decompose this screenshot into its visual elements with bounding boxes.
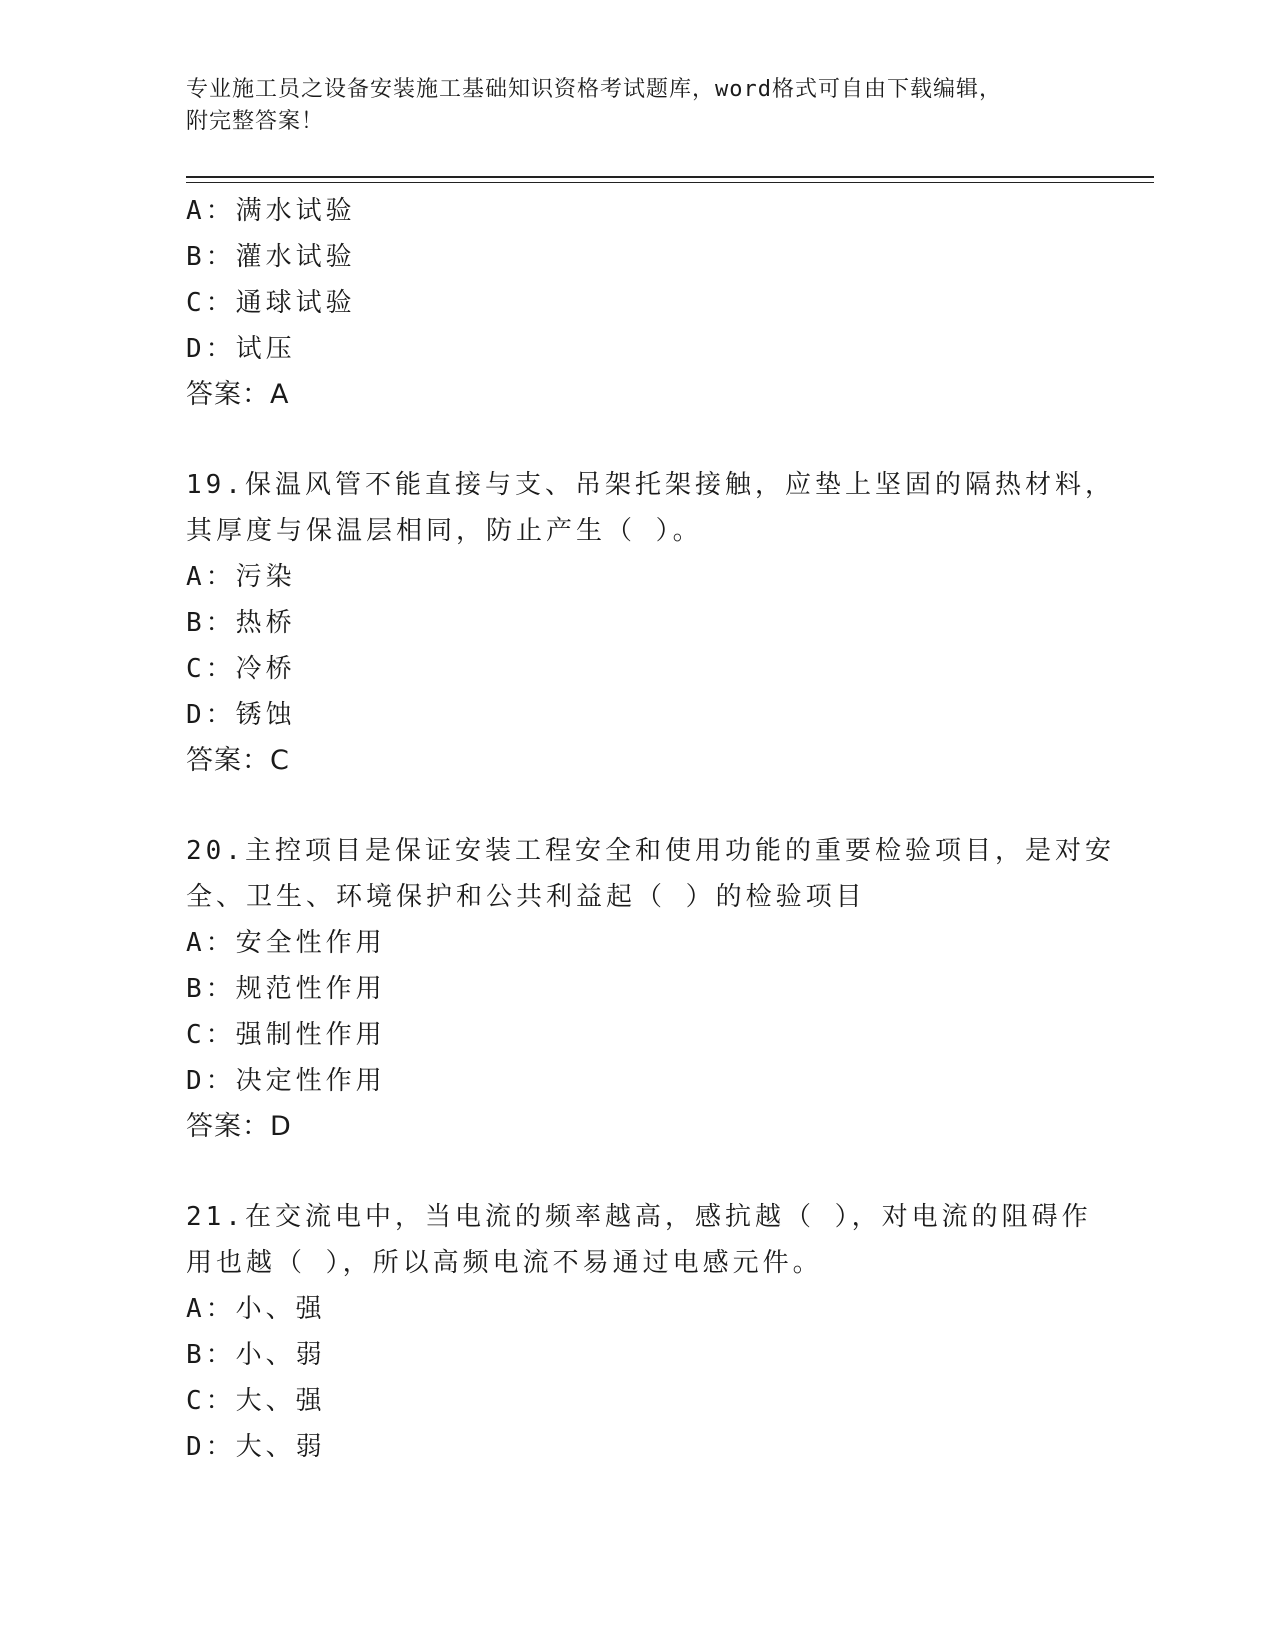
question-stem-line: 19.保温风管不能直接与支、吊架托架接触，应垫上坚固的隔热材料， (186, 470, 1115, 500)
question-list (186, 188, 1115, 1470)
header-line-1: 专业施工员之设备安装施工基础知识资格考试题库，word格式可自由下载编辑， (186, 77, 1002, 102)
question-stem-line: 全、卫生、环境保护和公共利益起（ ）的检验项目 (186, 882, 866, 912)
question-stem-line: 用也越（ ），所以高频电流不易通过电感元件。 (186, 1248, 823, 1278)
option-a: A：满水试验 (186, 196, 356, 226)
spacer (186, 784, 1086, 828)
option-a: A：小、强 (186, 1294, 326, 1324)
question-stem-line: 21.在交流电中，当电流的频率越高，感抗越（ ），对电流的阻碍作 (186, 1202, 1092, 1232)
spacer (186, 1150, 1086, 1194)
option-d: D：试压 (186, 334, 296, 364)
question-18 (186, 188, 1086, 418)
option-d: D：决定性作用 (186, 1066, 386, 1096)
option-c: C：强制性作用 (186, 1020, 386, 1050)
question-stem-line: 其厚度与保温层相同，防止产生（ ）。 (186, 516, 703, 546)
question-20 (186, 828, 1115, 1150)
option-b: B：热桥 (186, 608, 296, 638)
answer-line: 答案：D (186, 1111, 292, 1142)
answer-line: 答案：C (186, 745, 290, 776)
option-b: B：灌水试验 (186, 242, 356, 272)
answer-line: 答案：A (186, 379, 290, 410)
option-d: D：大、弱 (186, 1432, 326, 1462)
option-b: B：规范性作用 (186, 974, 386, 1004)
header-divider-top (186, 176, 1154, 178)
option-c: C：冷桥 (186, 654, 296, 684)
question-21 (186, 1194, 1092, 1470)
spacer (186, 418, 1086, 462)
question-19 (186, 462, 1115, 784)
option-c: C：通球试验 (186, 288, 356, 318)
document-header (186, 74, 1066, 138)
option-c: C：大、强 (186, 1386, 326, 1416)
header-divider-bottom (186, 182, 1154, 183)
option-d: D：锈蚀 (186, 700, 296, 730)
option-b: B：小、弱 (186, 1340, 326, 1370)
header-line-2: 附完整答案！ (186, 109, 325, 134)
option-a: A：污染 (186, 562, 296, 592)
option-a: A：安全性作用 (186, 928, 386, 958)
question-stem-line: 20.主控项目是保证安装工程安全和使用功能的重要检验项目，是对安 (186, 836, 1115, 866)
